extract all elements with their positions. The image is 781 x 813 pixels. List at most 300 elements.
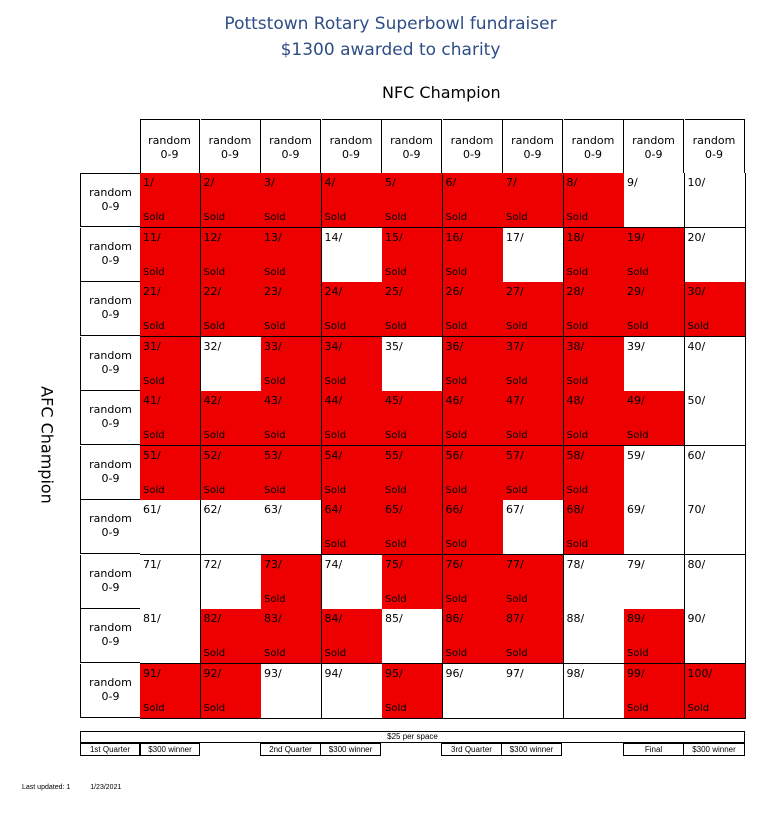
square-84 [322,609,383,664]
sold-label: Sold [203,212,226,223]
afc-row-header [80,282,140,336]
sold-label: Sold [143,266,165,278]
third-quarter-prize: $300 winner [501,743,562,756]
square-78 [564,555,625,610]
square-97 [503,664,564,719]
final-label: Final [623,743,684,756]
afc-row-header [80,337,140,391]
square-number: 27/ [506,285,524,298]
sold-label: Sold [506,593,528,605]
sold-label: Sold [506,484,528,496]
first-quarter-label: 1st Quarter [80,743,140,756]
sold-label: Sold [506,430,528,441]
afc-row-header [80,173,140,227]
square-90 [685,609,746,664]
column-header-line2: 0-9 [160,148,179,161]
square-81 [140,609,201,664]
column-header-line1: random [450,134,494,147]
nfc-column-header [685,119,745,173]
row-header-line1: random [89,403,132,416]
row-header-line2: 0-9 [101,689,120,703]
square-number: 33/ [264,339,282,353]
final-prize: $300 winner [683,743,745,756]
sold-label: Sold [566,212,589,223]
square-86 [443,609,504,664]
square-number: 74/ [324,557,343,571]
column-header-line2: 0-9 [705,148,723,161]
square-80 [685,555,746,610]
sold-label: Sold [445,212,468,223]
square-number: 35/ [385,339,403,353]
square-94 [322,664,383,719]
sold-label: Sold [203,648,226,659]
sold-label: Sold [506,321,528,332]
column-header-line1: random [208,134,252,147]
sold-label: Sold [445,593,468,605]
afc-row-header [80,555,140,609]
square-82 [201,609,262,664]
column-header-line2: 0-9 [402,148,421,161]
sold-label: Sold [324,212,347,223]
square-number: 78/ [566,557,585,571]
square-5 [382,173,443,228]
square-number: 43/ [264,394,282,407]
row-header-line2: 0-9 [101,635,120,648]
square-40 [685,337,746,392]
square-50 [685,391,746,446]
square-number: 46/ [445,394,464,407]
square-23 [261,282,322,337]
square-number: 16/ [445,230,464,244]
sold-label: Sold [385,212,407,223]
square-number: 20/ [687,230,706,244]
sold-label: Sold [385,430,407,441]
row-header-line2: 0-9 [101,200,120,213]
square-number: 13/ [264,230,282,244]
sold-label: Sold [566,266,589,278]
square-28 [564,282,625,337]
sold-label: Sold [264,266,286,278]
sold-label: Sold [627,266,649,278]
nfc-column-header [443,119,503,173]
square-76 [443,555,504,610]
square-number: 37/ [506,339,524,353]
sold-label: Sold [324,321,347,332]
afc-row-header [80,391,140,445]
square-38 [564,337,625,392]
row-header-line1: random [89,239,132,253]
square-35 [382,337,443,392]
square-74 [322,555,383,610]
column-header-line1: random [269,134,312,147]
column-header-line2: 0-9 [342,148,360,161]
square-number: 18/ [566,230,585,244]
square-number: 69/ [627,503,645,516]
square-18 [564,228,625,283]
square-6 [443,173,504,228]
square-26 [443,282,504,337]
sold-label: Sold [385,539,407,550]
square-61 [140,500,201,555]
square-number: 84/ [324,612,343,625]
row-header-line1: random [89,675,132,689]
square-number: 21/ [143,285,161,298]
square-65 [382,500,443,555]
square-4 [322,173,383,228]
sold-label: Sold [385,702,407,714]
square-number: 47/ [506,394,524,407]
square-22 [201,282,262,337]
square-number: 93/ [264,666,282,680]
square-30 [685,282,746,337]
square-75 [382,555,443,610]
sold-label: Sold [264,484,286,496]
square-17 [503,228,564,283]
square-number: 8/ [566,176,578,189]
sold-label: Sold [143,484,165,496]
square-number: 34/ [324,339,343,353]
page-title: Pottstown Rotary Superbowl fundraiser [224,14,557,34]
column-header-line2: 0-9 [523,148,542,161]
square-number: 57/ [506,448,524,462]
nfc-column-header [322,119,382,173]
square-number: 51/ [143,448,161,462]
square-number: 66/ [445,503,464,516]
square-number: 62/ [203,503,222,516]
square-number: 92/ [203,666,222,680]
square-21 [140,282,201,337]
square-39 [624,337,685,392]
sold-label: Sold [143,430,165,441]
square-number: 11/ [143,230,161,244]
column-header-line2: 0-9 [221,148,239,161]
row-header-line2: 0-9 [101,526,120,539]
square-number: 49/ [627,394,645,407]
square-1 [140,173,201,228]
column-header-line2: 0-9 [463,148,481,161]
square-number: 52/ [203,448,222,462]
sold-label: Sold [143,702,165,714]
square-number: 19/ [627,230,645,244]
square-number: 95/ [385,666,403,680]
sold-label: Sold [627,648,649,659]
afc-row-header [80,446,140,500]
square-9 [624,173,685,228]
square-number: 55/ [385,448,403,462]
page-subtitle: $1300 awarded to charity [280,40,501,60]
sold-label: Sold [264,593,286,605]
square-number: 82/ [203,612,222,625]
afc-champion-label: AFC Champion [37,386,57,504]
square-number: 12/ [203,230,222,244]
square-number: 15/ [385,230,403,244]
square-number: 25/ [385,285,403,298]
row-header-line1: random [89,457,132,471]
row-header-line1: random [89,348,132,362]
square-number: 83/ [264,612,282,625]
afc-row-header [80,664,140,718]
second-quarter-prize: $300 winner [320,743,381,756]
square-54 [322,446,383,501]
square-number: 26/ [445,285,464,298]
sold-label: Sold [566,375,589,387]
sold-label: Sold [203,266,226,278]
square-number: 60/ [687,448,706,462]
square-56 [443,446,504,501]
square-13 [261,228,322,283]
square-number: 64/ [324,503,343,516]
square-number: 42/ [203,394,222,407]
square-number: 56/ [445,448,464,462]
sold-label: Sold [143,375,165,387]
sold-label: Sold [264,648,286,659]
sold-label: Sold [687,321,710,332]
square-48 [564,391,625,446]
nfc-column-header [564,119,624,173]
square-number: 91/ [143,666,161,680]
sold-label: Sold [627,321,649,332]
last-updated-date: 1/23/2021 [90,784,122,791]
sold-label: Sold [324,430,347,441]
sold-label: Sold [203,484,226,496]
square-number: 45/ [385,394,403,407]
square-41 [140,391,201,446]
square-92 [201,664,262,719]
square-16 [443,228,504,283]
square-11 [140,228,201,283]
sold-label: Sold [264,321,286,332]
square-number: 81/ [143,612,161,625]
sold-label: Sold [143,212,165,223]
square-number: 100/ [687,666,713,680]
squares-grid [140,173,745,718]
square-number: 89/ [627,612,645,625]
square-98 [564,664,625,719]
square-43 [261,391,322,446]
sold-label: Sold [445,375,468,387]
square-number: 2/ [203,176,215,189]
square-number: 63/ [264,503,282,516]
square-57 [503,446,564,501]
square-29 [624,282,685,337]
square-10 [685,173,746,228]
square-number: 88/ [566,612,585,625]
square-number: 17/ [506,230,524,244]
square-number: 86/ [445,612,464,625]
row-header-line2: 0-9 [101,471,120,485]
square-number: 68/ [566,503,585,516]
column-header-line2: 0-9 [281,148,300,161]
square-36 [443,337,504,392]
row-header-line2: 0-9 [101,308,120,321]
square-25 [382,282,443,337]
fee-per-space: $25 per space [80,731,745,743]
square-8 [564,173,625,228]
square-number: 22/ [203,285,222,298]
row-header-line1: random [89,294,132,307]
nfc-column-header [140,119,200,173]
sold-label: Sold [506,648,528,659]
square-number: 53/ [264,448,282,462]
square-number: 77/ [506,557,524,571]
square-number: 40/ [687,339,706,353]
square-14 [322,228,383,283]
square-number: 31/ [143,339,161,353]
sold-label: Sold [445,321,468,332]
square-89 [624,609,685,664]
sold-label: Sold [324,539,347,550]
square-37 [503,337,564,392]
square-72 [201,555,262,610]
sold-label: Sold [203,702,226,714]
square-93 [261,664,322,719]
square-53 [261,446,322,501]
square-number: 41/ [143,394,161,407]
column-header-line1: random [632,134,675,147]
square-3 [261,173,322,228]
column-header-line1: random [148,134,191,147]
sold-label: Sold [506,212,528,223]
square-number: 28/ [566,285,585,298]
square-number: 10/ [687,176,706,189]
square-number: 38/ [566,339,585,353]
square-number: 3/ [264,176,275,189]
square-number: 48/ [566,394,585,407]
last-updated [22,783,139,793]
nfc-column-header [624,119,684,173]
first-quarter-prize: $300 winner [140,743,200,756]
square-number: 71/ [143,557,161,571]
square-68 [564,500,625,555]
square-number: 6/ [445,176,457,189]
square-67 [503,500,564,555]
square-24 [322,282,383,337]
column-header-line1: random [571,134,615,147]
square-number: 73/ [264,557,282,571]
square-77 [503,555,564,610]
square-64 [322,500,383,555]
square-number: 94/ [324,666,343,680]
square-number: 67/ [506,503,524,516]
square-33 [261,337,322,392]
square-number: 76/ [445,557,464,571]
square-71 [140,555,201,610]
last-updated-label: Last updated: 1 [22,784,71,791]
square-32 [201,337,262,392]
square-31 [140,337,201,392]
square-59 [624,446,685,501]
afc-row-header [80,500,140,554]
square-number: 50/ [687,394,706,407]
column-header-line1: random [692,134,736,147]
square-66 [443,500,504,555]
square-70 [685,500,746,555]
square-83 [261,609,322,664]
sold-label: Sold [324,375,347,387]
square-number: 99/ [627,666,645,680]
square-100 [685,664,746,719]
sold-label: Sold [385,593,407,605]
square-34 [322,337,383,392]
square-number: 39/ [627,339,645,353]
square-46 [443,391,504,446]
row-header-line2: 0-9 [101,417,120,430]
sold-label: Sold [627,430,649,441]
sold-label: Sold [324,648,347,659]
sold-label: Sold [627,702,649,714]
square-20 [685,228,746,283]
square-number: 44/ [324,394,343,407]
square-number: 32/ [203,339,222,353]
square-85 [382,609,443,664]
square-number: 65/ [385,503,403,516]
square-number: 72/ [203,557,222,571]
column-header-line1: random [329,134,373,147]
square-number: 79/ [627,557,645,571]
square-number: 59/ [627,448,645,462]
square-number: 97/ [506,666,524,680]
square-91 [140,664,201,719]
square-49 [624,391,685,446]
square-number: 90/ [687,612,706,625]
square-47 [503,391,564,446]
sold-label: Sold [566,539,589,550]
sold-label: Sold [385,321,407,332]
sold-label: Sold [264,375,286,387]
square-52 [201,446,262,501]
payout-table [80,731,745,757]
square-number: 23/ [264,285,282,298]
square-87 [503,609,564,664]
sold-label: Sold [566,430,589,441]
square-99 [624,664,685,719]
square-number: 75/ [385,557,403,571]
second-quarter-label: 2nd Quarter [260,743,321,756]
row-header-line2: 0-9 [101,580,120,594]
sold-label: Sold [385,484,407,496]
square-63 [261,500,322,555]
square-79 [624,555,685,610]
row-header-line1: random [89,186,132,199]
row-header-line1: random [89,512,132,525]
nfc-champion-label: NFC Champion [382,83,501,102]
sold-label: Sold [566,321,589,332]
sold-label: Sold [445,266,468,278]
square-number: 9/ [627,176,638,189]
square-69 [624,500,685,555]
square-number: 80/ [687,557,706,571]
sold-label: Sold [324,484,347,496]
sold-label: Sold [687,702,710,714]
square-number: 29/ [627,285,645,298]
column-header-line1: random [390,134,433,147]
square-2 [201,173,262,228]
square-42 [201,391,262,446]
square-number: 5/ [385,176,396,189]
square-number: 58/ [566,448,585,462]
row-header-line2: 0-9 [101,362,120,376]
square-96 [443,664,504,719]
square-number: 61/ [143,503,161,516]
sold-label: Sold [445,648,468,659]
sold-label: Sold [264,212,286,223]
column-header-line2: 0-9 [644,148,663,161]
nfc-column-header [382,119,442,173]
row-header-line2: 0-9 [101,253,120,267]
square-number: 30/ [687,285,706,298]
nfc-column-header [503,119,563,173]
afc-row-header [80,228,140,282]
